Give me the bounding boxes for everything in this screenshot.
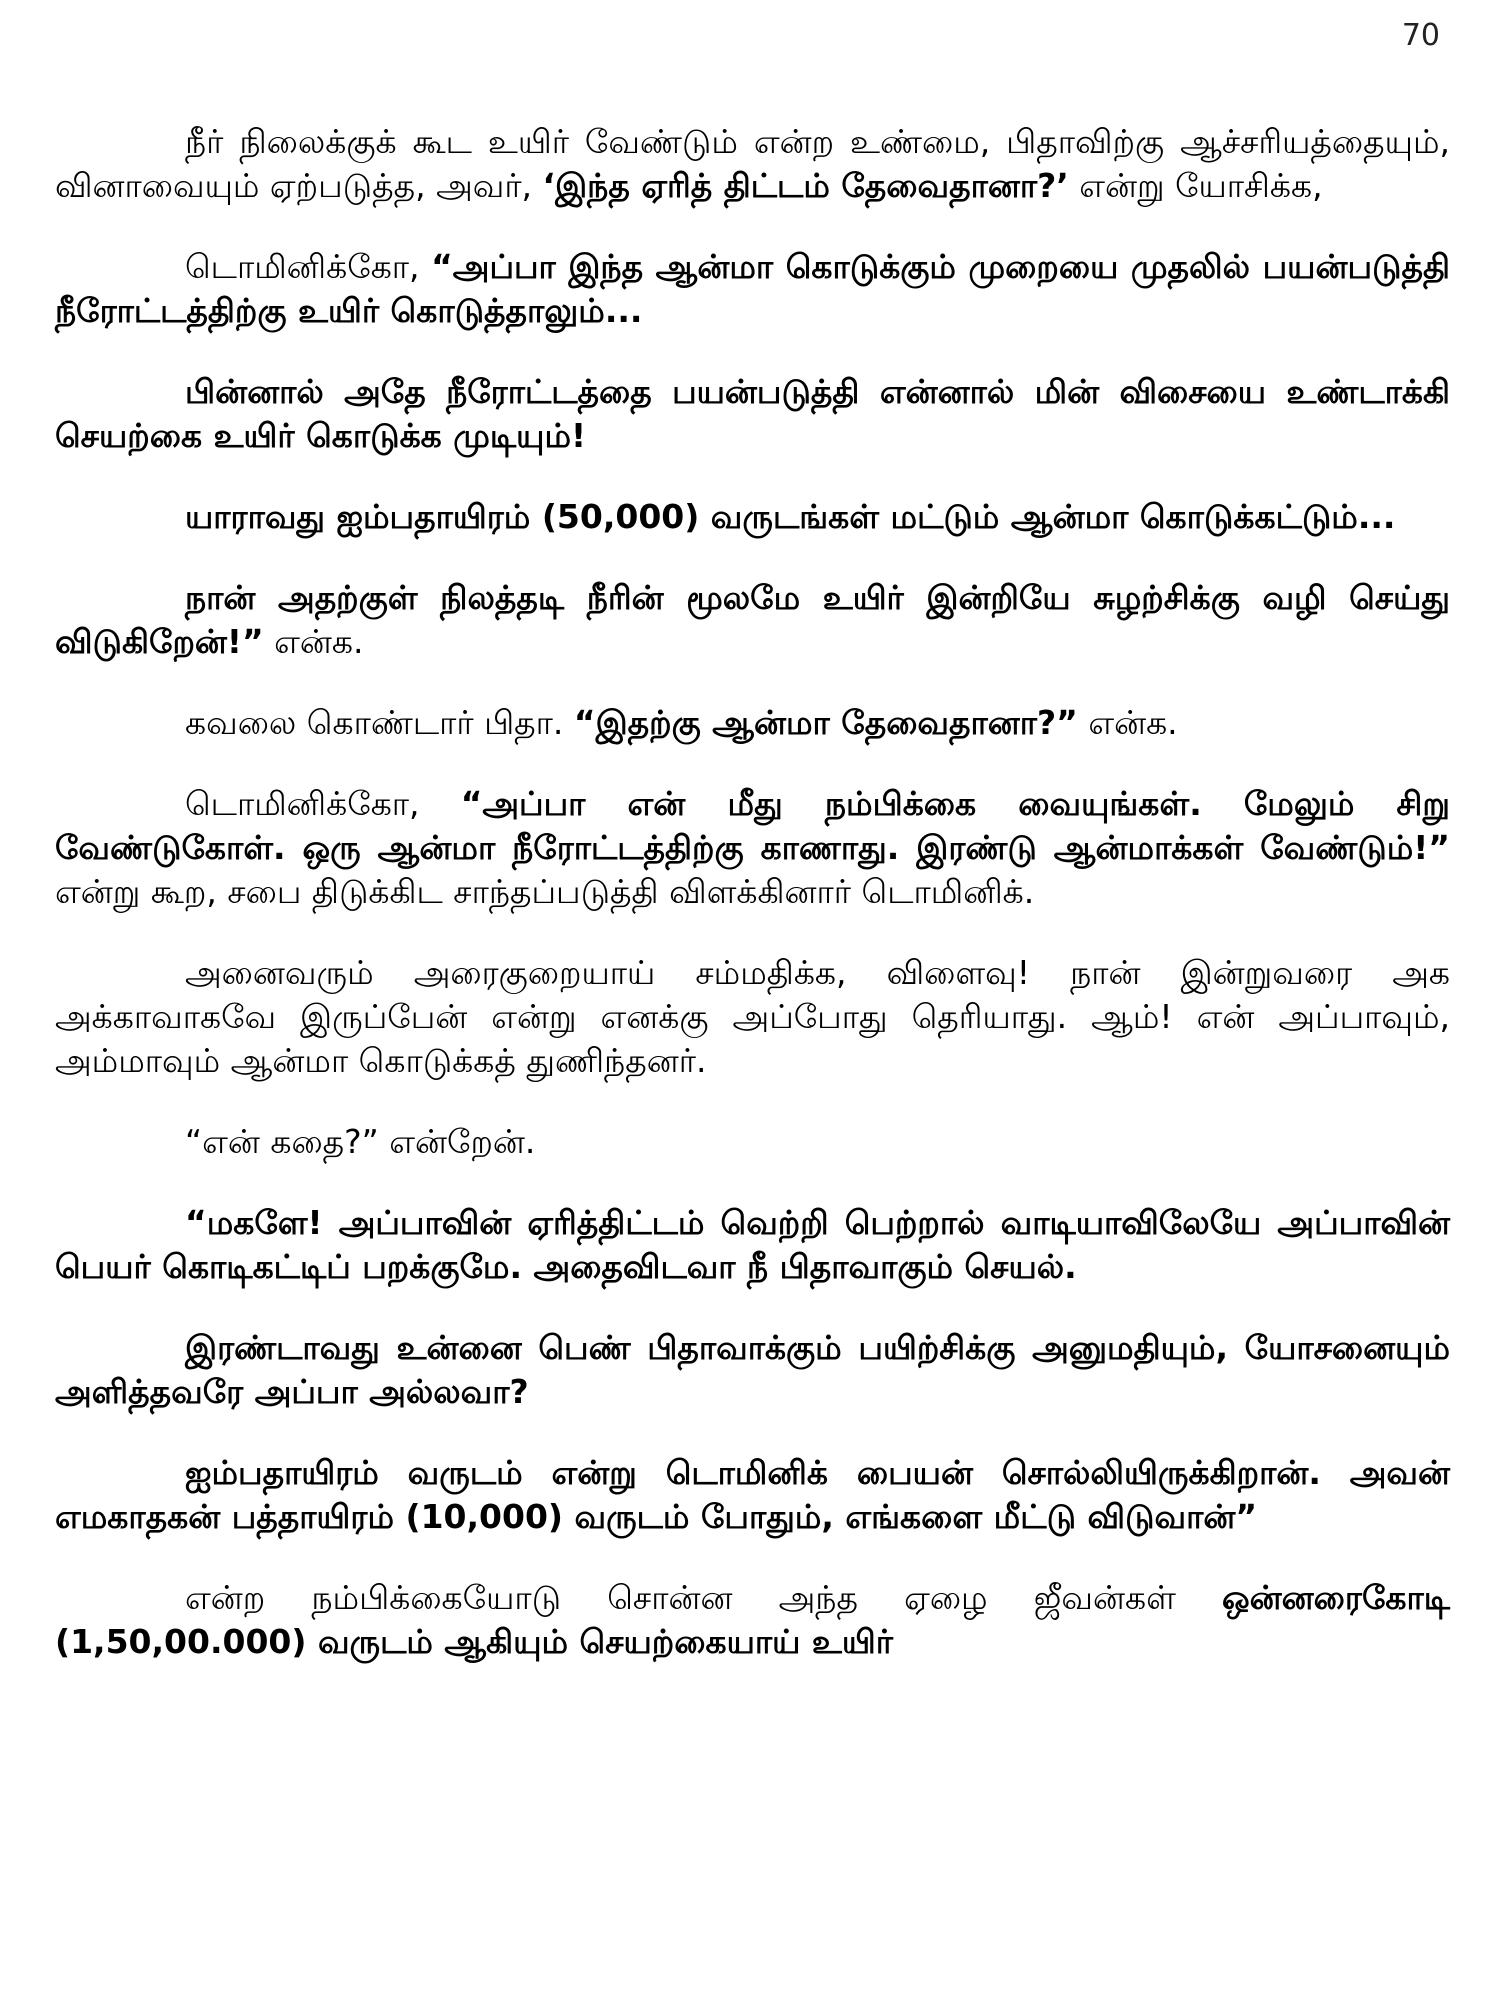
text-segment: கவலை கொண்டார் பிதா. xyxy=(185,703,574,742)
bold-text-segment: “இதற்கு ஆன்மா தேவைதானா?” xyxy=(573,703,1078,742)
text-segment: என்க. xyxy=(1077,703,1178,742)
bold-text-segment: “அப்பா என் மீது நம்பிக்கை வையுங்கள். மேலும் சிறு வேண்டுகோள். ஒரு ஆன்மா நீரோட்டத்திற்கு காணாது. இரண்டு ஆன்மாக்கள் வேண்டும்!” xyxy=(55,784,1450,867)
page-number: 70 xyxy=(1401,18,1440,53)
bold-text-segment: இரண்டாவது உன்னை பெண் பிதாவாக்கும் பயிற்சிக்கு அனுமதியும், யோசனையும் அளித்தவரே அப்பா அல்லவா? xyxy=(55,1328,1450,1411)
text-segment: “என் கதை?” xyxy=(185,1122,379,1161)
bold-text-segment: ஐம்பதாயிரம் வருடம் என்று டொமினிக் பையன் சொல்லியிருக்கிறான். அவன் எமகாதகன் பத்தாயிரம் (10,000) வருடம் போதும், எங்களை மீட்டு விடுவான்” xyxy=(55,1453,1450,1536)
text-segment: என்று யோசிக்க, xyxy=(1068,166,1323,205)
bold-text-segment: “அப்பா இந்த ஆன்மா கொடுக்கும் முறையை முதலில் பயன்படுத்தி நீரோட்டத்திற்கு உயிர் கொடுத்தாலும்... xyxy=(55,247,1450,330)
bold-text-segment: ‘இந்த ஏரித் திட்டம் தேவைதானா?’ xyxy=(542,166,1069,205)
paragraph xyxy=(55,1576,1450,1664)
paragraph xyxy=(55,782,1450,914)
paragraph xyxy=(55,1201,1450,1289)
paragraph xyxy=(55,370,1450,458)
paragraph xyxy=(55,1120,1450,1164)
bold-text-segment: யாராவது ஐம்பதாயிரம் (50,000) வருடங்கள் மட்டும் ஆன்மா கொடுக்கட்டும்... xyxy=(185,497,1396,536)
paragraph xyxy=(55,576,1450,664)
body-text xyxy=(55,120,1450,1664)
paragraph xyxy=(55,245,1450,333)
paragraph xyxy=(55,120,1450,208)
text-segment: டொமினிக்கோ, xyxy=(185,247,432,286)
text-segment: டொமினிக்கோ, xyxy=(185,784,461,823)
paragraph xyxy=(55,1451,1450,1539)
text-segment: என்க. xyxy=(263,622,364,661)
bold-text-segment: ஒன்னரைகோடி (1,50,00.000) வருடம் ஆகியும் செயற்கையாய் உயிர் xyxy=(55,1578,1450,1661)
paragraph xyxy=(55,701,1450,745)
bold-text-segment: “மகளே! அப்பாவின் ஏரித்திட்டம் வெற்றி பெற்றால் வாடியாவிலேயே அப்பாவின் பெயர் கொடிகட்டிப் பறக்குமே. அதைவிடவா நீ பிதாவாகும் செயல். xyxy=(55,1203,1450,1286)
bold-text-segment: பின்னால் அதே நீரோட்டத்தை பயன்படுத்தி என்னால் மின் விசையை உண்டாக்கி செயற்கை உயிர் கொடுக்க முடியும்! xyxy=(55,372,1450,455)
text-segment: என்று கூற, சபை திடுக்கிட சாந்தப்படுத்தி விளக்கினார் டொமினிக். xyxy=(55,872,1035,911)
text-segment: அனைவரும் அரைகுறையாய் சம்மதிக்க, விளைவு! நான் இன்றுவரை அக அக்காவாகவே இருப்பேன் என்று எனக்கு அப்போது தெரியாது. ஆம்! என் அப்பாவும், அம்மாவும் ஆன்மா கொடுக்கத் துணிந்தனர். xyxy=(55,953,1450,1080)
paragraph xyxy=(55,951,1450,1083)
text-segment: என்ற நம்பிக்கையோடு சொன்ன அந்த ஏழை ஜீவன்கள் xyxy=(185,1578,1223,1617)
text-segment: என்றேன். xyxy=(378,1122,536,1161)
text-segment: நீர் நிலைக்குக் கூட உயிர் வேண்டும் என்ற உண்மை, பிதாவிற்கு ஆச்சரியத்தையும், வினாவையும் ஏற்படுத்த, அவர், xyxy=(55,122,1450,205)
bold-text-segment: நான் அதற்குள் நிலத்தடி நீரின் மூலமே உயிர் இன்றியே சுழற்சிக்கு வழி செய்து விடுகிறேன்!” xyxy=(55,578,1450,661)
paragraph xyxy=(55,1326,1450,1414)
paragraph xyxy=(55,495,1450,539)
